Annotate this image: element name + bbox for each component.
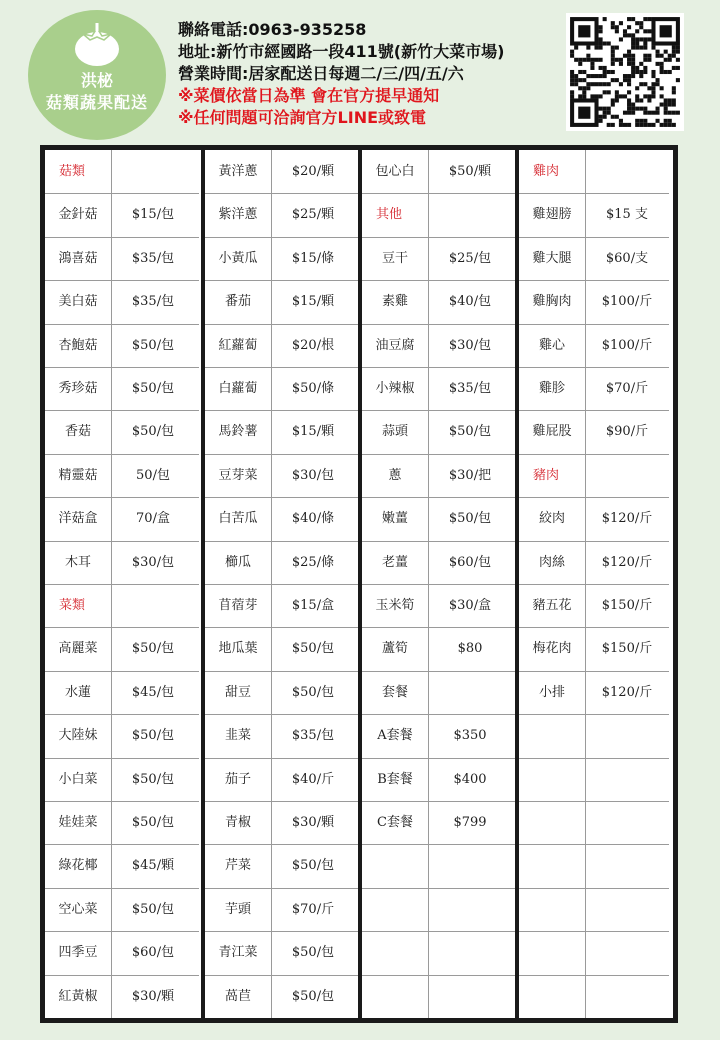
- item-price: $60/支: [605, 250, 649, 266]
- row-line: [519, 627, 669, 628]
- item-name: 紫洋蔥: [218, 207, 258, 223]
- row-line: [45, 714, 199, 715]
- row-line: [45, 280, 199, 281]
- item-name: 青椒: [224, 815, 251, 830]
- item-name: 雞胸肉: [532, 294, 572, 310]
- item-name: 娃娃菜: [58, 815, 98, 830]
- item-price: $50/包: [291, 684, 335, 700]
- row-line: [362, 193, 515, 194]
- row-line: [362, 931, 515, 932]
- item-name: 蘆筍: [381, 641, 408, 657]
- row-line: [362, 454, 515, 455]
- item-price: $30/包: [291, 467, 335, 483]
- item-name: 玉米筍: [375, 598, 415, 613]
- item-price: $120/斤: [601, 554, 653, 570]
- item-name: 蒜頭: [381, 424, 408, 440]
- row-line: [519, 193, 669, 194]
- row-line: [205, 627, 358, 628]
- row-line: [519, 671, 669, 672]
- row-line: [45, 541, 199, 542]
- row-line: [45, 497, 199, 498]
- row-line: [519, 367, 669, 368]
- price-notice: ※菜價依當日為準 會在官方提早通知: [178, 86, 440, 105]
- item-price: $15/顆: [291, 294, 335, 310]
- item-price: $50/包: [448, 511, 492, 527]
- item-price: $30/顆: [291, 815, 335, 830]
- row-line: [45, 844, 199, 845]
- item-name: 黃洋蔥: [218, 164, 258, 179]
- item-price: $25/條: [291, 554, 335, 570]
- item-name: 包心白: [375, 164, 415, 179]
- address-text: 地址:新竹市經國路一段411號(新竹大菜市場): [178, 42, 505, 61]
- item-price: $50/包: [291, 641, 335, 657]
- row-line: [519, 931, 669, 932]
- item-price: $15/包: [131, 207, 175, 223]
- row-line: [362, 671, 515, 672]
- item-name: 紅蘿蔔: [218, 337, 258, 353]
- row-line: [362, 410, 515, 411]
- item-price: $60/包: [131, 945, 175, 961]
- item-price: $30/盒: [448, 598, 492, 613]
- item-price: [428, 671, 512, 714]
- item-price: $120/斤: [601, 511, 653, 527]
- contact-info: [178, 19, 558, 129]
- item-name: 小白菜: [58, 771, 98, 787]
- row-line: [205, 584, 358, 585]
- row-line: [205, 888, 358, 889]
- item-price: $150/斤: [601, 598, 653, 613]
- row-line: [362, 497, 515, 498]
- item-name: 白蘿蔔: [218, 381, 258, 396]
- item-name: 苜蓿芽: [218, 598, 258, 613]
- item-price: $70/斤: [291, 901, 335, 917]
- category-label: 豬肉: [533, 467, 560, 483]
- row-line: [362, 541, 515, 542]
- item-name: 精靈菇: [58, 467, 98, 483]
- item-price: $45/包: [131, 684, 175, 700]
- item-name: 絞肉: [538, 511, 565, 527]
- row-line: [519, 584, 669, 585]
- item-name: 嫩薑: [381, 511, 408, 527]
- item-name: 豆芽菜: [218, 467, 258, 483]
- item-price: $35/包: [131, 250, 175, 266]
- item-name: 甜豆: [224, 684, 251, 700]
- item-price: 70/盒: [136, 511, 170, 527]
- item-name: 高麗菜: [58, 641, 98, 657]
- item-name: B套餐: [377, 771, 413, 787]
- item-price: $50/包: [131, 424, 175, 440]
- item-price: $80: [457, 641, 483, 657]
- item-name: 芹菜: [224, 858, 251, 874]
- item-price: $25/顆: [291, 207, 335, 223]
- row-line: [519, 758, 669, 759]
- row-line: [362, 627, 515, 628]
- item-name: 蔥: [388, 467, 402, 483]
- hours-text: 營業時間:居家配送日每週二/三/四/五/六: [178, 64, 464, 83]
- item-price: $15/顆: [291, 424, 335, 440]
- item-price: $50/包: [448, 424, 492, 440]
- item-price: $400: [453, 771, 487, 787]
- item-name: C套餐: [377, 815, 413, 830]
- item-price: $35/包: [448, 381, 492, 396]
- item-price: $70/斤: [605, 381, 649, 396]
- row-line: [205, 844, 358, 845]
- item-name: 青江菜: [218, 945, 258, 961]
- category-label: 菇類: [59, 164, 86, 179]
- row-line: [519, 410, 669, 411]
- item-name: 雞大腿: [532, 250, 572, 266]
- price-table-frame: [40, 145, 678, 1023]
- item-name: 雞心: [538, 337, 565, 353]
- row-line: [45, 627, 199, 628]
- item-price: $15/盒: [291, 598, 335, 613]
- category-label: 雞肉: [533, 164, 560, 179]
- item-name: 秀珍菇: [58, 381, 98, 396]
- item-name: A套餐: [377, 728, 413, 744]
- item-price: 50/包: [136, 467, 170, 483]
- item-price: $40/斤: [291, 771, 335, 787]
- category-label: 菜類: [59, 598, 86, 613]
- item-name: 素雞: [381, 294, 408, 310]
- item-price: $50/包: [291, 858, 335, 874]
- row-line: [205, 671, 358, 672]
- row-line: [519, 324, 669, 325]
- row-line: [205, 237, 358, 238]
- row-line: [362, 237, 515, 238]
- item-price: $90/斤: [605, 424, 649, 440]
- row-line: [519, 280, 669, 281]
- row-line: [205, 801, 358, 802]
- item-name: 芋頭: [224, 901, 251, 917]
- item-price: $30/顆: [131, 988, 175, 1004]
- item-price: $50/包: [131, 381, 175, 396]
- item-name: 大陸妹: [58, 728, 98, 744]
- item-price: $50/包: [131, 337, 175, 353]
- row-line: [362, 844, 515, 845]
- item-name: 雞屁股: [532, 424, 572, 440]
- item-name: 馬鈴薯: [218, 424, 258, 440]
- item-name: 雞胗: [538, 381, 565, 396]
- row-line: [362, 324, 515, 325]
- item-price: $100/斤: [601, 337, 653, 353]
- row-line: [519, 714, 669, 715]
- item-price: $50/包: [131, 815, 175, 830]
- row-line: [205, 193, 358, 194]
- item-name: 地瓜葉: [218, 641, 258, 657]
- item-price: $15/條: [291, 250, 335, 266]
- tomato-icon: [71, 20, 123, 68]
- item-name: 梅花肉: [532, 641, 572, 657]
- item-name: 萵苣: [224, 988, 251, 1004]
- row-line: [205, 367, 358, 368]
- row-line: [45, 801, 199, 802]
- row-line: [519, 844, 669, 845]
- brand-name: 洪柲: [80, 71, 113, 90]
- row-line: [362, 367, 515, 368]
- phone-text: 聯絡電話:0963-935258: [178, 20, 367, 39]
- row-line: [205, 454, 358, 455]
- item-name: 櫛瓜: [224, 554, 251, 570]
- item-name: 套餐: [381, 684, 408, 700]
- item-name: 油豆腐: [375, 337, 415, 353]
- row-line: [519, 801, 669, 802]
- row-line: [205, 541, 358, 542]
- item-price: $799: [453, 815, 487, 830]
- row-line: [205, 497, 358, 498]
- item-price: $45/顆: [131, 858, 175, 874]
- item-name: 老薑: [381, 554, 408, 570]
- item-price: $50/包: [131, 728, 175, 744]
- brand-tagline: 菇類蔬果配送: [45, 93, 148, 112]
- row-line: [45, 671, 199, 672]
- item-name: 肉絲: [538, 554, 565, 570]
- row-line: [362, 714, 515, 715]
- row-line: [45, 237, 199, 238]
- row-line: [45, 367, 199, 368]
- row-line: [45, 584, 199, 585]
- item-name: 木耳: [64, 554, 91, 570]
- row-line: [362, 584, 515, 585]
- item-price: $50/包: [291, 988, 335, 1004]
- item-name: 小黃瓜: [218, 250, 258, 266]
- item-name: 綠花椰: [58, 858, 98, 874]
- item-price: $40/包: [448, 294, 492, 310]
- row-line: [362, 758, 515, 759]
- row-line: [45, 888, 199, 889]
- category-label: 其他: [376, 207, 403, 223]
- item-name: 紅黃椒: [58, 988, 98, 1004]
- item-name: 空心菜: [58, 901, 98, 917]
- row-line: [519, 497, 669, 498]
- row-line: [45, 931, 199, 932]
- row-line: [45, 193, 199, 194]
- row-line: [519, 541, 669, 542]
- item-name: 茄子: [224, 771, 251, 787]
- row-line: [205, 410, 358, 411]
- item-price: $60/包: [448, 554, 492, 570]
- item-price: $50/包: [131, 771, 175, 787]
- item-price: $150/斤: [601, 641, 653, 657]
- row-line: [205, 280, 358, 281]
- item-price: $30/包: [448, 337, 492, 353]
- brand-logo: [28, 10, 166, 140]
- item-price: $50/包: [291, 945, 335, 961]
- item-price: $35/包: [131, 294, 175, 310]
- item-name: 豬五花: [532, 598, 572, 613]
- row-line: [205, 975, 358, 976]
- item-price: $120/斤: [601, 684, 653, 700]
- row-line: [519, 888, 669, 889]
- item-price: $15 支: [606, 207, 648, 223]
- item-price: $25/包: [448, 250, 492, 266]
- item-name: 美白菇: [58, 294, 98, 310]
- item-price: $30/包: [131, 554, 175, 570]
- item-name: 雞翅膀: [532, 207, 572, 223]
- row-line: [205, 931, 358, 932]
- item-name: 香菇: [64, 424, 91, 440]
- item-name: 小辣椒: [375, 381, 415, 396]
- row-line: [519, 454, 669, 455]
- item-price: $40/條: [291, 511, 335, 527]
- price-table: [45, 150, 673, 1018]
- item-name: 小排: [538, 684, 565, 700]
- item-price: $50/包: [131, 641, 175, 657]
- item-price: $20/根: [291, 337, 335, 353]
- row-line: [362, 975, 515, 976]
- contact-notice: ※任何問題可洽詢官方LINE或致電: [178, 108, 427, 127]
- row-line: [362, 280, 515, 281]
- row-line: [45, 758, 199, 759]
- row-line: [362, 801, 515, 802]
- item-name: 杏鮑菇: [58, 337, 98, 353]
- row-line: [362, 888, 515, 889]
- qr-code-icon[interactable]: [566, 13, 684, 131]
- item-name: 豆干: [381, 250, 408, 266]
- item-name: 水蓮: [64, 684, 91, 700]
- item-name: 韭菜: [224, 728, 251, 744]
- row-line: [45, 975, 199, 976]
- item-name: 洋菇盒: [58, 511, 98, 527]
- item-name: 金針菇: [58, 207, 98, 223]
- row-line: [205, 758, 358, 759]
- row-line: [205, 324, 358, 325]
- item-name: 番茄: [224, 294, 251, 310]
- item-name: 鴻喜菇: [58, 250, 98, 266]
- row-line: [519, 237, 669, 238]
- item-price: $30/把: [448, 467, 492, 483]
- row-line: [45, 454, 199, 455]
- row-line: [205, 714, 358, 715]
- item-name: 四季豆: [58, 945, 98, 961]
- item-price: $50/條: [291, 381, 335, 396]
- item-price: $350: [453, 728, 487, 744]
- row-line: [45, 410, 199, 411]
- item-price: $100/斤: [601, 294, 653, 310]
- row-line: [45, 324, 199, 325]
- item-name: 白苦瓜: [218, 511, 258, 527]
- item-price: $50/顆: [448, 164, 492, 179]
- item-price: $50/包: [131, 901, 175, 917]
- row-line: [519, 975, 669, 976]
- item-price: $20/顆: [291, 164, 335, 179]
- item-price: $35/包: [291, 728, 335, 744]
